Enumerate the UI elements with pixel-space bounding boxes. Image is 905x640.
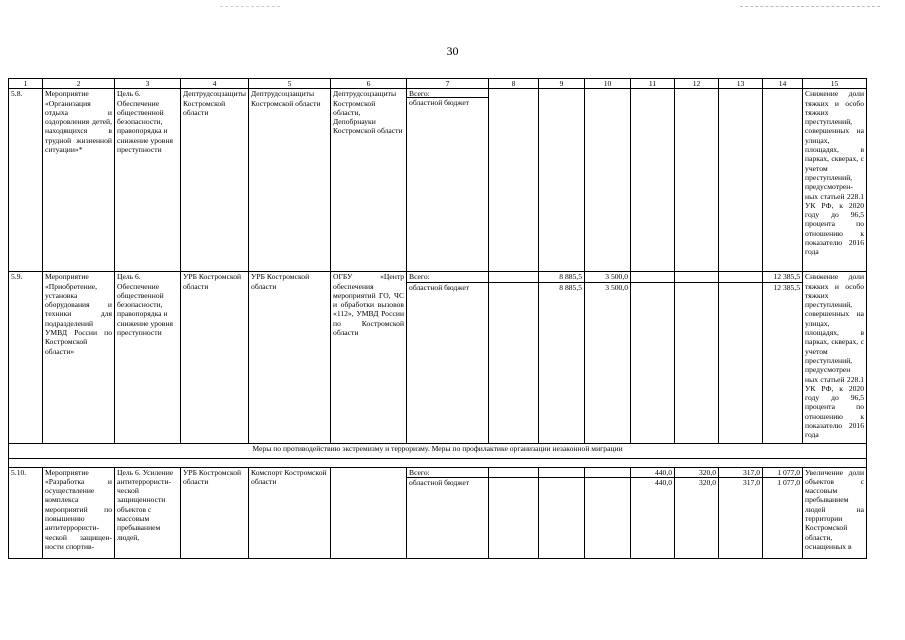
- measure-name: Мероприятие «Организация отдыха и оздоровления детей, находящихся в трудной жизненной ситуации»*: [43, 89, 115, 272]
- value-c11: [631, 272, 675, 282]
- expected-result: Увеличение доли объектов с массовым пребыванием людей на территории Костромской области, оснащенных в: [803, 467, 867, 558]
- value-c12: [675, 89, 719, 272]
- funding-budget-label: областной бюджет: [409, 98, 470, 108]
- section-title: Меры по противодействию экстремизму и терроризму. Меры по профилактике организации незаконной миграции: [9, 443, 867, 458]
- measure-name: Мероприятие «Разработка и осуществление комплекса мероприятий по повышению антитеррористи-ческой защищен-ности спортив-: [43, 467, 115, 558]
- responsible-executor: УРБ Костромской области: [181, 467, 249, 558]
- expected-result: Снижение доли тяжких и особо тяжких преступлений, совершенных на улицах, площадях, в парках, скверах, с учетом преступлений, предусмотрен-ных статьей 228.1 УК РФ, к 2020 году до 96,5 процента по отношению к показателю 2016 года: [803, 89, 867, 272]
- value-c10: [585, 89, 631, 272]
- table-row-5-9-total: [9, 272, 867, 282]
- header-col-11: 11: [631, 79, 675, 89]
- responsible-executor: УРБ Костромской области: [181, 272, 249, 443]
- funding-total-label: Всего:: [407, 272, 489, 282]
- value-c9: 8 885,5: [539, 282, 585, 443]
- value-c14: [763, 89, 803, 272]
- value-c8: [489, 467, 539, 477]
- header-col-10: 10: [585, 79, 631, 89]
- value-c14: 12 385,5: [763, 272, 803, 282]
- funding-budget-label: областной бюджет: [407, 477, 489, 558]
- co-executor: Дептрудсоцзащиты Костромской области: [249, 89, 331, 272]
- co-executor: Комспорт Костромской области: [249, 467, 331, 558]
- header-col-6: 6: [331, 79, 407, 89]
- value-c8: [489, 282, 539, 443]
- value-c11: [631, 282, 675, 443]
- header-col-2: 2: [43, 79, 115, 89]
- value-c11: [631, 89, 675, 272]
- value-c14: 1 077,0: [763, 467, 803, 477]
- expected-result: Снижение доли тяжких и особо тяжких преступлений, совершенных на улицах, площадях, в парках, скверах, с учетом преступлений, предусмотрен ных статьей 228.1 УК РФ, к 2020 году до 96,5 процента по отношению к показателю 2016 года: [803, 272, 867, 443]
- value-c10: [585, 477, 631, 558]
- value-c12: [675, 282, 719, 443]
- section-separator: [9, 458, 867, 467]
- value-c8: [489, 89, 539, 272]
- header-col-8: 8: [489, 79, 539, 89]
- row-number: 5.9.: [9, 272, 43, 443]
- value-c13: [719, 272, 763, 282]
- value-c8: [489, 477, 539, 558]
- measure-name: Мероприятие «Приобретение, установка оборудования и техники для подразделений УМВД России по Костромской области»: [43, 272, 115, 443]
- value-c10: 3 500,0: [585, 272, 631, 282]
- value-c12: [675, 272, 719, 282]
- header-col-3: 3: [115, 79, 181, 89]
- funding-budget-label: областной бюджет: [407, 282, 489, 443]
- value-c13: 317,0: [719, 467, 763, 477]
- value-c14: 1 077,0: [763, 477, 803, 558]
- header-col-13: 13: [719, 79, 763, 89]
- scan-artifact-left: [220, 6, 280, 8]
- page-number: 30: [446, 44, 459, 58]
- value-c9: [539, 467, 585, 477]
- header-col-14: 14: [763, 79, 803, 89]
- funding-total-label: Всего:: [407, 467, 489, 477]
- funding-source-cell: [407, 89, 489, 272]
- row-number: 5.8.: [9, 89, 43, 272]
- header-col-12: 12: [675, 79, 719, 89]
- header-col-5: 5: [249, 79, 331, 89]
- value-c9: [539, 477, 585, 558]
- participant: ОГБУ «Центр обеспечения мероприятий ГО, ЧС и обработки вызовов «112», УМВД России по Костромской области: [331, 272, 407, 443]
- value-c11: 440,0: [631, 477, 675, 558]
- responsible-executor: Дептрудсоцзащиты Костромской области: [181, 89, 249, 272]
- value-c11: 440,0: [631, 467, 675, 477]
- header-col-1: 1: [9, 79, 43, 89]
- value-c13: [719, 89, 763, 272]
- header-col-4: 4: [181, 79, 249, 89]
- goal-text: Цель 6. Обеспечение общественной безопасности, правопорядка и снижение уровня преступности: [115, 89, 181, 272]
- row-number: 5.10.: [9, 467, 43, 558]
- participant: Дептрудсоцзащиты Костромской области, Депобрнауки Костромской области: [331, 89, 407, 272]
- header-col-7: 7: [407, 79, 489, 89]
- goal-text: Цель 6. Усиление антитеррористи-ческой защищенности объектов с массовым пребыванием людей,: [115, 467, 181, 558]
- participant: [331, 467, 407, 558]
- value-c13: 317,0: [719, 477, 763, 558]
- value-c9: [539, 89, 585, 272]
- funding-total-label: Всего:: [407, 89, 488, 98]
- value-c14: 12 385,5: [763, 282, 803, 443]
- value-c12: 320,0: [675, 477, 719, 558]
- header-col-15: 15: [803, 79, 867, 89]
- value-c10: [585, 467, 631, 477]
- co-executor: УРБ Костромской области: [249, 272, 331, 443]
- value-c12: 320,0: [675, 467, 719, 477]
- section-row: [9, 443, 867, 458]
- section-separator-row: [9, 458, 867, 467]
- header-col-9: 9: [539, 79, 585, 89]
- value-c13: [719, 282, 763, 443]
- header-row: [9, 79, 867, 89]
- program-table: [8, 78, 867, 559]
- value-c9: 8 885,5: [539, 272, 585, 282]
- table-row-5-10-total: [9, 467, 867, 477]
- table-row-5-8: [9, 89, 867, 272]
- goal-text: Цель 6. Обеспечение общественной безопасности, правопорядка и снижение уровня преступности: [115, 272, 181, 443]
- value-c10: 3 500,0: [585, 282, 631, 443]
- scan-artifact-right: [740, 6, 880, 8]
- value-c8: [489, 272, 539, 282]
